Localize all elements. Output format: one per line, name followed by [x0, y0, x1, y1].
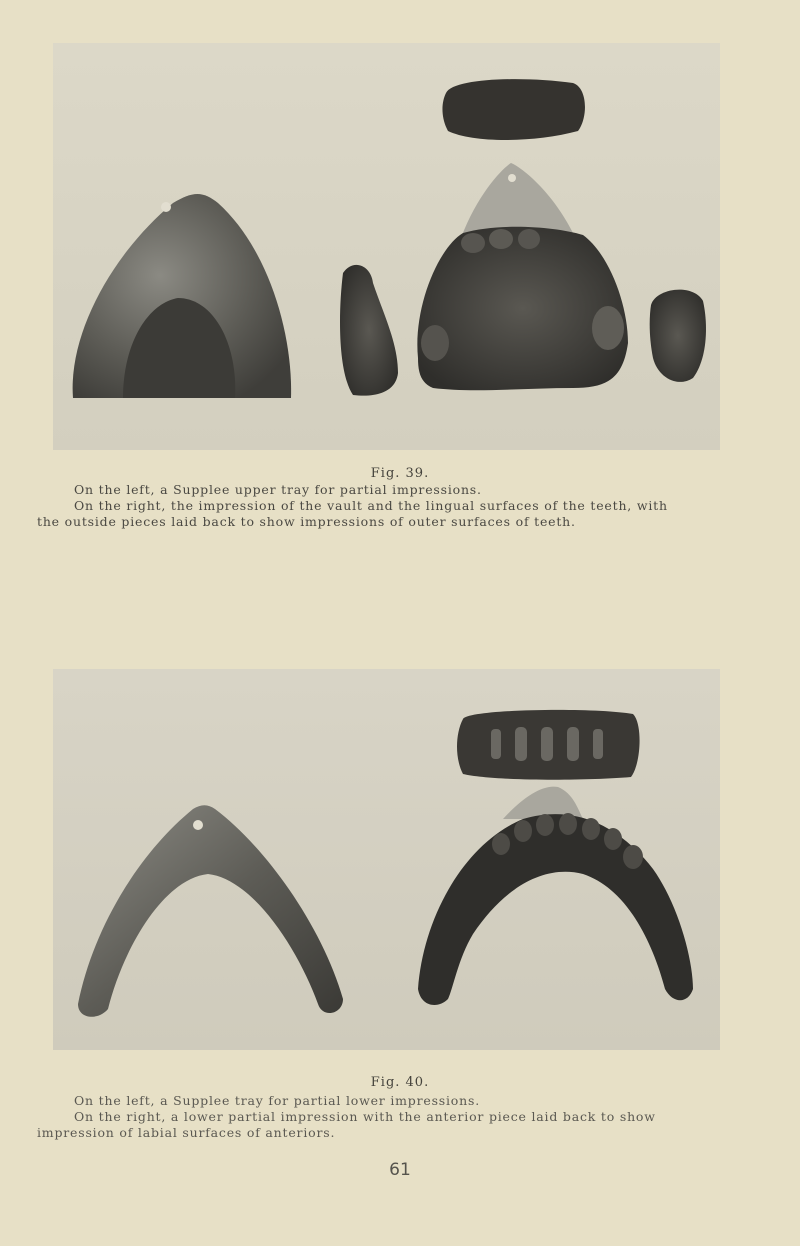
- buccal-piece-left: [340, 265, 398, 396]
- figure-39-caption-line: On the right, the impression of the vault and the lingual surfaces of the teeth, with: [74, 498, 668, 513]
- figure-40-title: Fig. 40.: [370, 1075, 430, 1090]
- anterior-piece: [442, 79, 585, 140]
- figure-39-caption: [37, 482, 750, 530]
- figure-39-illustration: [53, 43, 720, 450]
- figure-39-photo: [53, 43, 720, 450]
- lower-impression: [418, 814, 693, 1005]
- lower-tray: [78, 805, 343, 1017]
- figure-39-caption-line: On the left, a Supplee upper tray for partial impressions.: [74, 482, 482, 497]
- figure-40-illustration: [53, 669, 720, 1050]
- figure-40-caption-line: impression of labial surfaces of anteriors.: [37, 1125, 336, 1140]
- figure-40-caption-line: On the left, a Supplee tray for partial lower impressions.: [74, 1093, 480, 1108]
- figure-40-photo: [53, 669, 720, 1050]
- buccal-piece-right: [650, 290, 706, 382]
- page-number: 61: [389, 1160, 411, 1180]
- figure-40-caption: [37, 1093, 750, 1141]
- figure-40-caption-line: On the right, a lower partial impression with the anterior piece laid back to show: [74, 1109, 656, 1124]
- vault-impression: [417, 227, 628, 390]
- figure-39-title: Fig. 39.: [370, 466, 430, 481]
- figure-39-caption-line: the outside pieces laid back to show impressions of outer surfaces of teeth.: [37, 514, 576, 529]
